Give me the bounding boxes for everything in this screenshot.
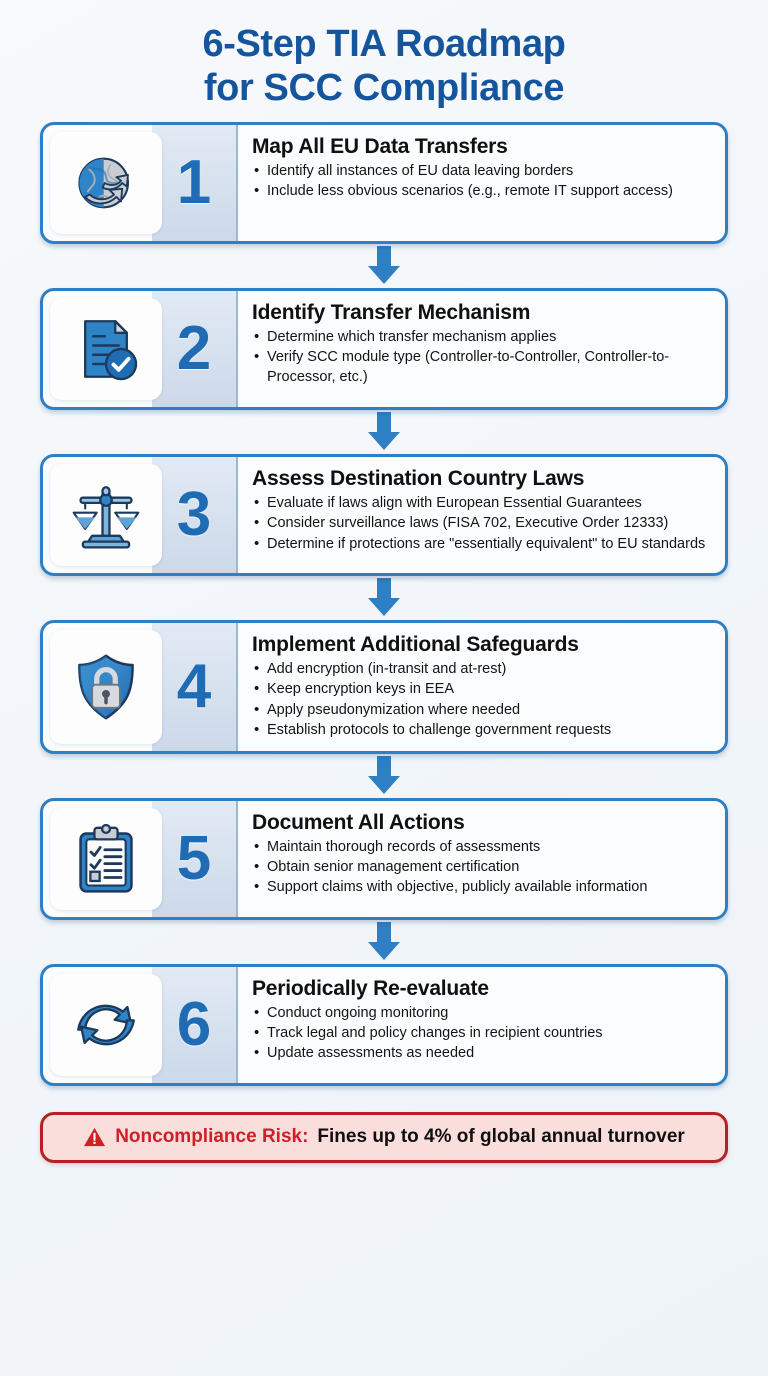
noncompliance-warning-banner [40,1112,728,1163]
bullet-item: • Track legal and policy changes in recipient countries [252,1024,713,1043]
globe-transfer-icon [69,146,143,220]
step-bullets-6 [252,1004,713,1063]
step-title-5: Document All Actions [252,810,465,834]
step-number-band-4 [152,623,238,751]
step-number-3: 3 [176,480,212,550]
step-icon-tile-4 [50,630,162,744]
connector-arrow-4 [40,754,728,798]
step-card-1[interactable] [40,122,728,244]
step-bullets-4 [252,660,713,740]
connector-arrow-3 [40,576,728,620]
bullet-item: • Maintain thorough records of assessments [252,838,713,857]
shield-lock-icon [69,650,143,724]
step-body-2 [238,291,725,407]
step-title-3: Assess Destination Country Laws [252,467,585,491]
bullet-item: • Obtain senior management certification [252,858,713,877]
title-line-2: for SCC Compliance [203,67,565,110]
bullet-item: • Determine which transfer mechanism applies [252,328,713,347]
clipboard-checklist-icon [69,822,143,896]
connector-arrow-2 [40,410,728,454]
step-card-3[interactable] [40,454,728,576]
step-body-5 [238,801,725,917]
connector-arrow-5 [40,920,728,964]
arrow-down-icon [361,922,407,962]
bullet-item: • Keep encryption keys in EEA [252,680,713,699]
step-icon-tile-1 [50,132,162,234]
step-number-band-3 [152,457,238,573]
step-number-band-5 [152,801,238,917]
step-card-5[interactable] [40,798,728,920]
bullet-item: • Determine if protections are "essentially equivalent" to EU standards [252,535,713,554]
step-card-2[interactable] [40,288,728,410]
step-icon-tile-2 [50,298,162,400]
arrow-down-icon [361,246,407,286]
step-body-6 [238,967,725,1083]
step-title-1: Map All EU Data Transfers [252,135,508,159]
step-body-4 [238,623,725,751]
connector-arrow-1 [40,244,728,288]
step-body-1 [238,125,725,241]
bullet-item: • Evaluate if laws align with European Essential Guarantees [252,494,713,513]
step-icon-tile-6 [50,974,162,1076]
step-bullets-2 [252,328,713,386]
step-number-band-1 [152,125,238,241]
bullet-item: • Verify SCC module type (Controller-to-Controller, Controller-to-Processor, etc.) [252,348,713,386]
step-icon-tile-3 [50,464,162,566]
step-title-2: Identify Transfer Mechanism [252,301,531,325]
bullet-item: • Add encryption (in-transit and at-rest) [252,660,713,679]
step-number-1: 1 [176,148,212,218]
warning-label: Noncompliance Risk: [115,1126,309,1148]
arrow-down-icon [361,412,407,452]
bullet-item: • Support claims with objective, publicly available information [252,878,713,897]
steps-list [40,122,728,1086]
step-number-4: 4 [176,652,212,721]
step-number-5: 5 [176,823,212,893]
bullet-item: • Establish protocols to challenge government requests [252,721,713,740]
bullet-item: • Apply pseudonymization where needed [252,701,713,720]
step-number-band-2 [152,291,238,407]
bullet-item: • Consider surveillance laws (FISA 702, Executive Order 12333) [252,514,713,533]
warning-triangle-icon [83,1126,106,1149]
warning-text: Fines up to 4% of global annual turnover [317,1126,685,1148]
step-body-3 [238,457,725,573]
step-bullets-5 [252,838,713,897]
step-title-6: Periodically Re-evaluate [252,976,489,1000]
arrow-down-icon [361,578,407,618]
scales-of-justice-icon [69,478,143,552]
step-icon-tile-5 [50,808,162,910]
step-title-4: Implement Additional Safeguards [252,633,579,657]
bullet-item: • Update assessments as needed [252,1044,713,1063]
bullet-item: • Conduct ongoing monitoring [252,1004,713,1023]
page-title [40,0,728,110]
step-number-2: 2 [176,314,212,384]
step-number-6: 6 [176,989,212,1059]
step-bullets-1 [252,162,713,201]
refresh-cycle-icon [69,988,143,1062]
step-number-band-6 [152,967,238,1083]
arrow-down-icon [361,756,407,796]
document-check-icon [69,312,143,386]
step-card-6[interactable] [40,964,728,1086]
bullet-item: • Identify all instances of EU data leaving borders [252,162,713,181]
step-card-4[interactable] [40,620,728,754]
step-bullets-3 [252,494,713,553]
title-line-1: 6-Step TIA Roadmap [202,23,566,65]
bullet-item: • Include less obvious scenarios (e.g., remote IT support access) [252,182,713,201]
